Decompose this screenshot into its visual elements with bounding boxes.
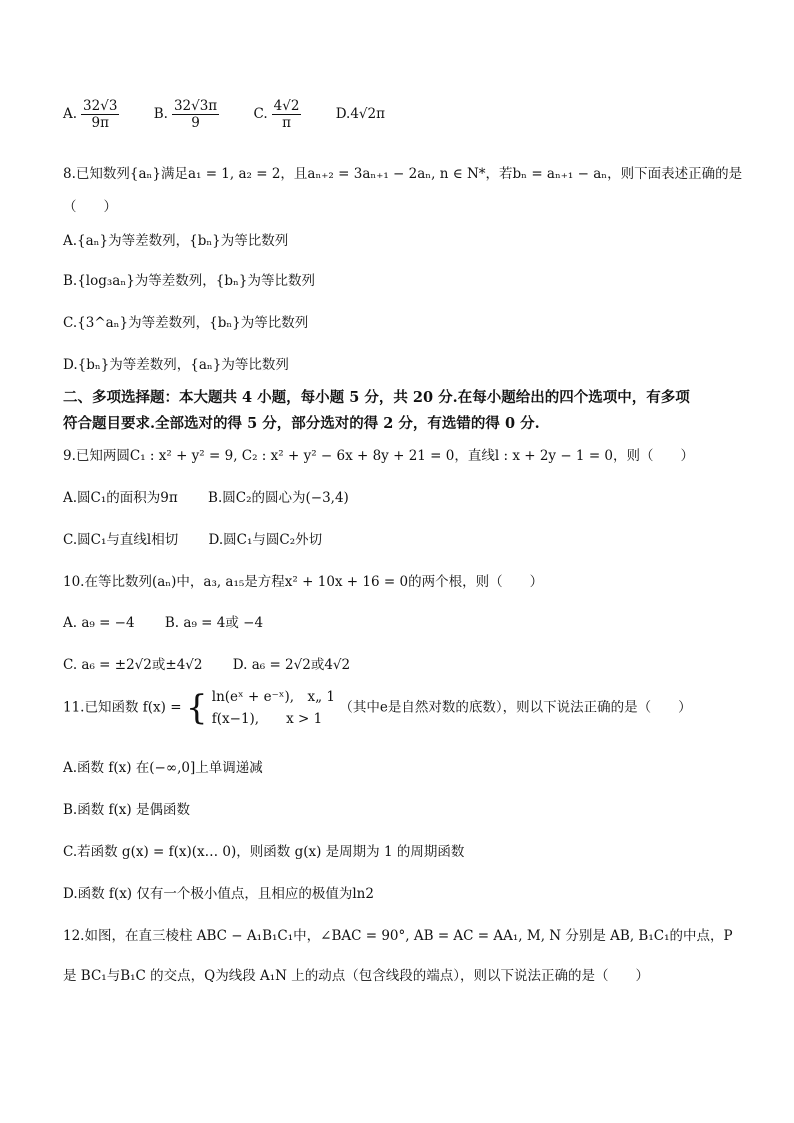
q11-option-a: A.函数 f(x) 在(−∞,0]上单调递减 [63, 760, 263, 776]
q9-option-b: B.圆C₂的圆心为(−3,4) [208, 490, 349, 506]
q9-options-row2 [63, 528, 322, 548]
q11-suffix: （其中e是自然对数的底数），则以下说法正确的是（ ） [339, 699, 692, 716]
q7-options [63, 98, 411, 131]
q11-case-2: f(x−1), x > 1 [211, 711, 323, 727]
q9-option-c: C.圆C₁与直线l相切 [63, 532, 179, 548]
q7-option-b: B. $\frac{32√3\pi}{9}$ [153, 98, 218, 131]
q7-option-d: D.4√2π [335, 106, 385, 122]
q9-stem: 9.已知两圆C₁ : x² + y² = 9, C₂ : x² + y² − 6x + 8y + 21 = 0，直线l : x + 2y − 1 = 0，则（ ） [63, 448, 695, 464]
section-heading-line2: 符合题目要求.全部选对的得 5 分，部分选对的得 2 分，有选错的得 0 分. [63, 415, 540, 432]
q11-case-1: ln(eˣ + e⁻ˣ), x„ 1 [211, 689, 336, 705]
q10-option-a: A. a₉ = −4 [63, 615, 135, 631]
q11-brace: { [185, 688, 208, 728]
q11-prefix: 11.已知函数 f(x) = [63, 699, 182, 716]
q11-option-c: C.若函数 g(x) = f(x)(x… 0)，则函数 g(x) 是周期为 1 的周期函数 [63, 844, 465, 860]
q8-stem: 8.已知数列{aₙ}满足a₁ = 1, a₂ = 2，且aₙ₊₂ = 3aₙ₊₁ − 2aₙ, n ∈ N*，若bₙ = aₙ₊₁ − aₙ，则下面表述正确的是 [63, 166, 743, 182]
q8-option-b: B.{log₃aₙ}为等差数列，{bₙ}为等比数列 [63, 273, 315, 289]
q11-option-b: B.函数 f(x) 是偶函数 [63, 802, 190, 818]
q8-answer-paren: （ ） [63, 199, 117, 215]
q9-option-a: A.圆C₁的面积为9π [63, 490, 178, 506]
q10-stem: 10.在等比数列(aₙ)中，a₃, a₁₅是方程x² + 10x + 16 = 0的两个根，则（ ） [63, 574, 544, 590]
q10-options-row2 [63, 653, 350, 673]
q8-option-a: A.{aₙ}为等差数列，{bₙ}为等比数列 [63, 233, 289, 249]
q11-piecewise [212, 686, 335, 730]
q8-option-c: C.{3^aₙ}为等差数列，{bₙ}为等比数列 [63, 315, 309, 331]
q10-option-d: D. a₆ = 2√2或4√2 [232, 657, 351, 673]
q10-options-row1 [63, 611, 263, 631]
q8-option-d: D.{bₙ}为等差数列，{aₙ}为等比数列 [63, 357, 289, 373]
q12-stem-line1: 12.如图，在直三棱柱 ABC − A₁B₁C₁中，∠BAC = 90°, AB = AC = AA₁, M, N 分别是 AB, B₁C₁的中点，P [63, 928, 733, 944]
q11-option-d: D.函数 f(x) 仅有一个极小值点，且相应的极值为ln2 [63, 886, 374, 902]
q10-option-b: B. a₉ = 4或 −4 [164, 615, 264, 631]
q7-option-a: A. $\frac{32√3}{9\pi}$ [63, 98, 118, 131]
q11-stem [63, 686, 692, 730]
q10-option-c: C. a₆ = ±2√2或±4√2 [63, 657, 203, 673]
section-heading-line1: 二、多项选择题：本大题共 4 小题，每小题 5 分，共 20 分.在每小题给出的四个选项中，有多项 [63, 389, 690, 406]
q9-options-row1 [63, 486, 349, 506]
q7-option-c: C. $\frac{4√2}{\pi}$ [253, 98, 300, 131]
q9-option-d: D.圆C₁与圆C₂外切 [208, 532, 323, 548]
q12-stem-line2: 是 BC₁与B₁C 的交点，Q为线段 A₁N 上的动点（包含线段的端点），则以下说法正确的是（ ） [63, 968, 650, 984]
